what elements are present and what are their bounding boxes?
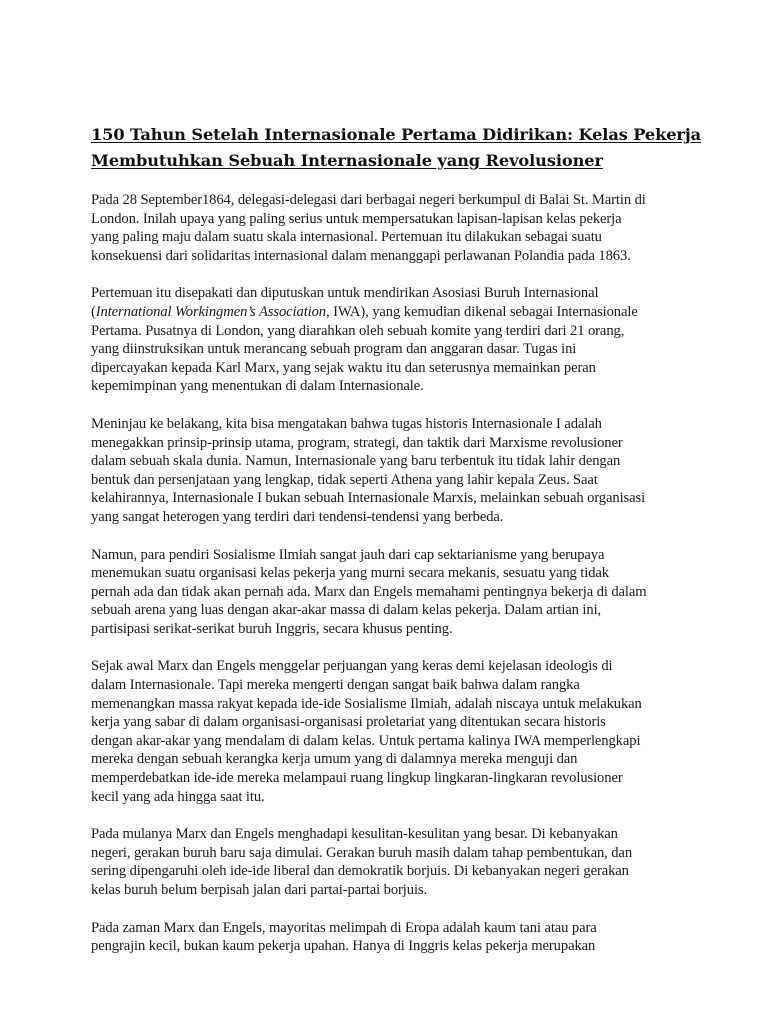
document-page: [91, 122, 701, 975]
text-line: Pada 28 September1864, delegasi-delegasi dari berbagai negeri berkumpul di Balai St. Martin di: [91, 192, 646, 208]
text-line: konsekuensi dari solidaritas internasional dalam menanggapi perlawanan Polandia pada 1863.: [91, 247, 631, 264]
text-line: dalam sebuah skala dunia. Namun, Internasionale yang baru terbentuk itu tidak lahir dengan: [91, 453, 621, 470]
text-line: yang diinstruksikan untuk merancang sebuah program dan anggaran dasar. Tugas ini: [91, 341, 577, 358]
text-line: kepemimpinan yang menentukan di dalam Internasionale.: [91, 378, 424, 395]
text-line: London. Inilah upaya yang paling serius untuk mempersatukan lapisan-lapisan kelas pekerja: [91, 210, 622, 227]
italic-org-name: International Workingmen’s Association: [95, 303, 327, 320]
text-line: sering dipengaruhi oleh ide-ide liberal dan demokratik borjuis. Di kebanyakan negeri gerakan: [91, 863, 629, 880]
text-line: partisipasi serikat-serikat buruh Inggris, secara khusus penting.: [91, 620, 453, 637]
paragraph-7: [91, 919, 691, 956]
text-line: negeri, gerakan buruh baru saja dimulai. Gerakan buruh masih dalam tahap pembentukan, dan: [91, 844, 633, 861]
text-line: memperdebatkan ide-ide mereka melampaui ruang lingkup lingkaran-lingkaran revolusioner: [91, 770, 623, 787]
text-line: yang paling maju dalam suatu skala internasional. Pertemuan itu dilakukan sebagai suatu: [91, 229, 602, 246]
paragraph-2: [91, 284, 691, 396]
paragraph-6: [91, 825, 691, 899]
text-line: mereka dengan sebuah kerangka kerja umum yang di dalamnya mereka menguji dan: [91, 751, 578, 768]
text-line: kelas buruh belum berpisah jalan dari partai-partai borjuis.: [91, 882, 428, 898]
title-line: 150 Tahun Setelah Internasionale Pertama Didirikan: Kelas Pekerja: [91, 125, 701, 144]
text-line: yang sangat heterogen yang terdiri dari tendensi-tendensi yang berbeda.: [91, 508, 504, 525]
text-line: dipercayakan kepada Karl Marx, yang sejak waktu itu dan seterusnya memainkan peran: [91, 359, 596, 376]
document-title: [91, 122, 701, 174]
text-line: dengan akar-akar yang mendalam di dalam kelas. Untuk pertama kalinya IWA memperlengkapi: [91, 732, 641, 749]
paragraph-4: [91, 546, 691, 639]
paragraph-3: [91, 415, 691, 527]
text-line: sebuah arena yang luas dengan akar-akar massa di dalam kelas pekerja. Dalam artian ini,: [91, 602, 602, 619]
text-line: Pertemuan itu disepakati dan diputuskan untuk mendirikan Asosiasi Buruh Internasional: [91, 285, 599, 302]
text-line: memenangkan massa rakyat kepada ide-ide Sosialisme Ilmiah, adalah niscaya untuk melakukan: [91, 695, 642, 712]
text-line: Pada zaman Marx dan Engels, mayoritas melimpah di Eropa adalah kaum tani atau para: [91, 919, 597, 936]
text-line: Meninjau ke belakang, kita bisa mengatakan bahwa tugas historis Internasionale I adalah: [91, 415, 602, 432]
text-line: kelahirannya, Internasionale I bukan sebuah Internasionale Marxis, melainkan sebuah organisasi: [91, 490, 646, 507]
text-line: pernah ada dan tidak akan pernah ada. Marx dan Engels memahami pentingnya bekerja di dalam: [91, 583, 647, 600]
text-line: menemukan suatu organisasi kelas pekerja yang murni secara mekanis, sesuatu yang tidak: [91, 565, 609, 582]
text-line: Pada mulanya Marx dan Engels menghadapi kesulitan-kesulitan yang besar. Di kebanyakan: [91, 826, 618, 843]
text-line: kecil yang ada hingga saat itu.: [91, 788, 265, 805]
text-line: dalam Internasionale. Tapi mereka mengerti dengan sangat baik bahwa dalam rangka: [91, 677, 580, 694]
text-line: Pertama. Pusatnya di London, yang diarahkan oleh sebuah komite yang terdiri dari 21 orang,: [91, 322, 625, 339]
text-line-with-italic: (International Workingmen’s Association, IWA), yang kemudian dikenal sebagai Internasionale: [91, 303, 638, 320]
text-line: pengrajin kecil, bukan kaum pekerja upahan. Hanya di Inggris kelas pekerja merupakan: [91, 938, 596, 955]
text-line: kerja yang sabar di dalam organisasi-organisasi proletariat yang ditentukan secara historis: [91, 714, 606, 731]
paragraph-1: [91, 191, 691, 265]
text-line: Namun, para pendiri Sosialisme Ilmiah sangat jauh dari cap sektarianisme yang berupaya: [91, 546, 605, 563]
paragraph-5: [91, 657, 691, 806]
title-line: Membutuhkan Sebuah Internasionale yang Revolusioner: [91, 151, 603, 170]
text-line: bentuk dan persenjataan yang lengkap, tidak seperti Athena yang lahir kepala Zeus. Saat: [91, 471, 598, 488]
text-line: Sejak awal Marx dan Engels menggelar perjuangan yang keras demi kejelasan ideologis di: [91, 658, 613, 675]
text-line: menegakkan prinsip-prinsip utama, program, strategi, dan taktik dari Marxisme revolusioner: [91, 434, 623, 451]
